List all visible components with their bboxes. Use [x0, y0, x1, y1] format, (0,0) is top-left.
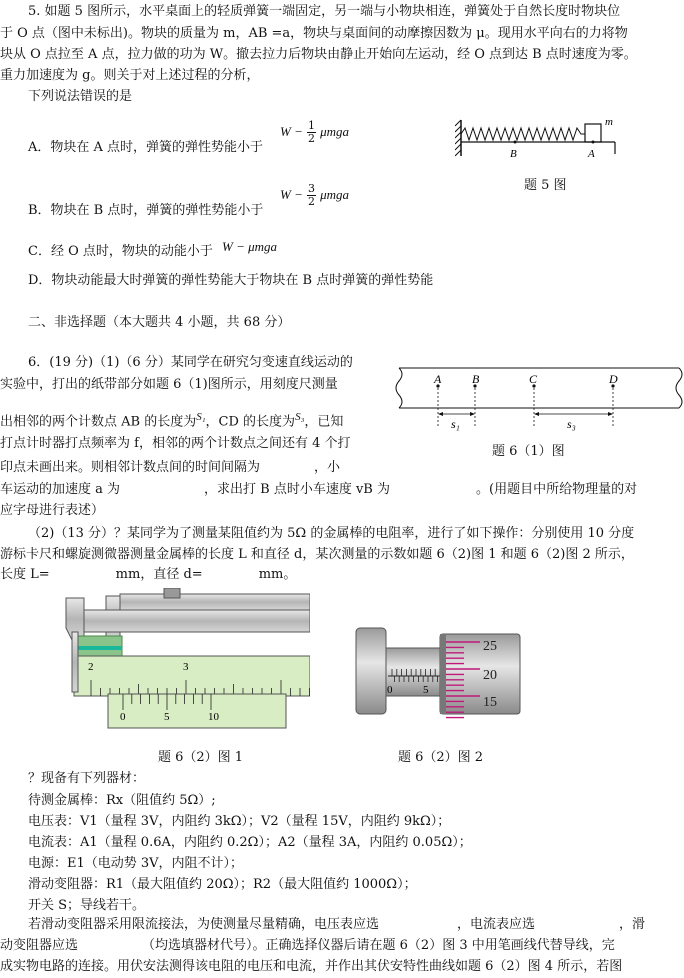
q6-line-1: 6．(19 分)（1)（6 分）某同学在研究匀变速直线运动的	[28, 355, 353, 370]
q5-option-c: C．经 O 点时，物块的动能小于	[28, 244, 213, 259]
thimble-label-20: 20	[483, 668, 497, 683]
point-c: C	[529, 372, 538, 386]
q6-line-3: 出相邻的两个计数点 AB 的长度为$^{S_1}$，CD 的长度为$^{S_3}$，已知	[0, 411, 344, 430]
q6-part2-line-3: 长度 L= mm，直径 d= mm。	[0, 567, 297, 582]
q5-line-1: 5. 如题 5 图所示，水平桌面上的轻质弹簧一端固定，另一端与小物块相连，弹簧处于自然长度时物块位	[28, 4, 621, 19]
q6-line-5: 印点未画出来。则相邻计数点间的时间间隔为 ，小	[0, 460, 341, 475]
caliper-caption: 题 6（2）图 1	[158, 750, 244, 765]
q5-line-3: 块从 O 点拉至 A 点，拉力做的功为 W。撤去拉力后物块由静止开始向左运动，经 O 点到达 B 点时速度为零。	[0, 47, 637, 62]
q6-line-6: 车运动的加速度 a 为 ，求出打 B 点时小车速度 vB 为 。(用题目中所给物理量的对	[0, 482, 638, 497]
sleeve-label-0: 0	[387, 684, 393, 696]
expr-rest: μmga	[320, 124, 350, 139]
fraction: $\frac{1}{2}$	[308, 119, 315, 145]
expr-rest: μmga	[320, 187, 350, 202]
q5-option-a: A．物块在 A 点时，弹簧的弹性势能小于	[28, 140, 264, 155]
q5-option-b-expr	[280, 183, 349, 208]
main-scale-label-2: 2	[88, 661, 94, 673]
q6-part2-line-1: （2)（13 分）？某同学为了测量某阻值约为 5Ω 的金属棒的电阻率，进行了如下操作：分别使用 10 分度	[28, 526, 635, 541]
sleeve-label-5: 5	[423, 684, 429, 696]
thimble-label-15: 15	[483, 695, 497, 710]
vernier-label-10: 10	[208, 711, 219, 723]
equipment-item-ammeter: 电流表：A1（量程 0.6A，内阻约 0.2Ω）；A2（量程 3A，内阻约 0.05Ω）；	[28, 835, 472, 850]
q5-spring-figure	[455, 112, 625, 162]
q6-final-line-2: 动变阻器应选 （均选填器材代号）。正确选择仪器后请在题 6（2）图 3 中用笔画线代替导线，完	[0, 938, 615, 953]
q6-final-line-3: 成实物电路的连接。用伏安法测得该电阻的电压和电流，并作出其伏安特性曲线如题 6（2）图 4 所示，若图	[0, 959, 623, 974]
section-2-heading: 二、非选择题（本大题共 4 小题，共 68 分）	[28, 315, 291, 330]
q5-option-b: B．物块在 B 点时，弹簧的弹性势能小于	[28, 203, 264, 218]
fraction: $\frac{3}{2}$	[308, 182, 315, 208]
vernier-label-5: 5	[164, 711, 170, 723]
equipment-item-power: 电源：E1（电动势 3V，内阻不计）；	[28, 856, 244, 871]
label-s3: s₃	[567, 417, 576, 431]
micrometer-caption: 题 6（2）图 2	[398, 750, 484, 765]
q6-line-4: 打点计时器打点频率为 f，相邻的两个计数点之间还有 4 个打	[0, 436, 351, 451]
q5-line-4: 重力加速度为 g。则关于对上述过程的分析，	[0, 68, 260, 83]
q5-option-d: D．物块动能最大时弹簧的弹性势能大于物块在 B 点时弹簧的弹性势能	[28, 273, 434, 288]
micrometer-figure	[352, 624, 522, 724]
equipment-title: ？现备有下列器材：	[28, 771, 146, 786]
q5-line-2: 于 O 点（图中未标出)。物块的质量为 m，AB =a，物块与桌面间的动摩擦因数为 μ。现用水平向右的力将物	[0, 26, 628, 41]
q5-figure-caption: 题 5 图	[524, 178, 567, 193]
point-d: D	[609, 372, 618, 386]
label-s1: s₁	[451, 417, 460, 431]
equipment-item-voltmeter: 电压表：V1（量程 3V，内阻约 3kΩ）；V2（量程 15V，内阻约 9kΩ）；	[28, 814, 451, 829]
main-scale-label-3: 3	[183, 661, 189, 673]
label-a: A	[588, 148, 595, 160]
q6-line-2: 实验中，打出的纸带部分如题 6（1)图所示，用刻度尺测量	[0, 377, 338, 392]
expr-w: W −	[280, 187, 303, 202]
thimble-label-25: 25	[483, 639, 497, 654]
equipment-item-rx: 待测金属棒：Rx（阻值约 5Ω）;	[28, 793, 216, 808]
vernier-label-0: 0	[120, 711, 126, 723]
label-b: B	[510, 148, 517, 160]
equipment-item-switch: 开关 S；导线若干。	[28, 898, 146, 913]
point-a: A	[434, 372, 442, 386]
q5-option-c-expr: W − μmga	[222, 239, 278, 254]
q5-option-a-expr	[280, 120, 349, 145]
equipment-item-rheostat: 滑动变阻器：R1（最大阻值约 20Ω）；R2（最大阻值约 1000Ω）；	[28, 877, 417, 892]
q6-line-7: 应字母进行表述）	[0, 503, 105, 518]
label-m: m	[605, 116, 613, 128]
q6-tape-caption: 题 6（1）图	[492, 444, 565, 459]
q6-tape-figure	[395, 362, 684, 434]
q6-final-line-1: 若滑动变阻器采用限流接法，为使测量尽量精确，电压表应选 ，电流表应选 ，滑	[28, 917, 646, 932]
q6-part2-line-2: 游标卡尺和螺旋测微器测量金属棒的长度 L 和直径 d，某次测量的示数如题 6（2)图 1 和题 6（2)图 2 所示，	[0, 547, 634, 562]
vernier-caliper-figure	[48, 588, 310, 738]
point-b: B	[472, 372, 480, 386]
q5-prompt: 下列说法错误的是	[28, 89, 133, 104]
expr-w: W −	[280, 124, 303, 139]
